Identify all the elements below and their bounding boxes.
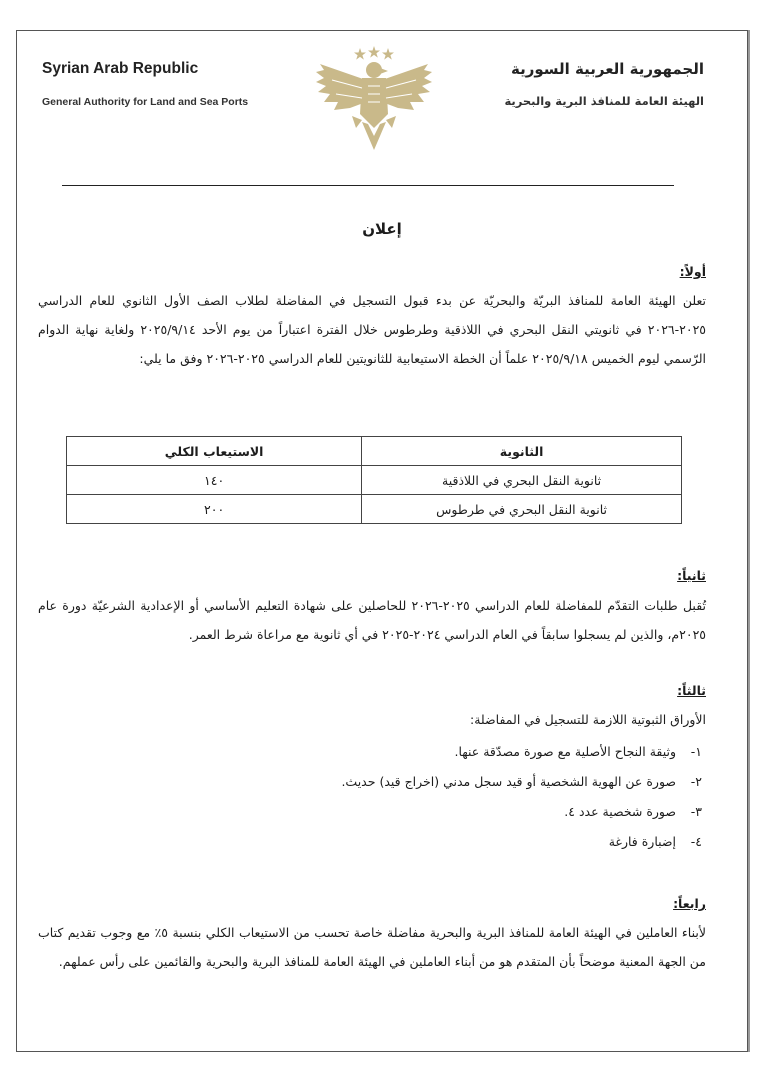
- list-item-number: ٣-: [690, 804, 702, 819]
- table-cell-capacity: ٢٠٠: [67, 495, 362, 524]
- list-item-text: صورة شخصية عدد ٤.: [564, 804, 677, 819]
- announcement-title: إعلان: [362, 220, 402, 238]
- list-item-number: ١-: [690, 744, 702, 759]
- section-3-intro: الأوراق الثبوتية اللازمة للتسجيل في المفاضلة:: [470, 712, 706, 727]
- list-item: [341, 774, 702, 789]
- section-1-text: تعلن الهيئة العامة للمنافذ البريّة والبحريّة عن بدء قبول التسجيل في المفاضلة لطلاب الصف الأول الثانوي للعام الدراسي ٢٠٢٥-٢٠٢٦ في ثانويتي النقل البحري في اللاذقية وطرطوس خلال الفترة اعتباراً من يوم الأحد ٢٠٢٥/٩/١٤ ولغاية نهاية الدوام الرّسمي ليوم الخميس ٢٠٢٥/٩/١٨ علماً أن الخطة الاستيعابية للثانويتين للعام الدراسي ٢٠٢٥-٢٠٢٦ وفق ما يلي:: [38, 293, 706, 366]
- section-3-heading: ثالثاً:: [677, 683, 706, 698]
- list-item-number: ٢-: [690, 774, 702, 789]
- table-cell-school: ثانوية النقل البحري في اللاذقية: [362, 466, 682, 495]
- list-item: [564, 804, 702, 819]
- table-header-row: [67, 437, 682, 466]
- section-1-heading: أولاً:: [679, 264, 706, 279]
- list-item: [609, 834, 702, 849]
- table-cell-capacity: ١٤٠: [67, 466, 362, 495]
- section-2-text: تُقبل طلبات التقدّم للمفاضلة للعام الدراسي ٢٠٢٥-٢٠٢٦ للحاصلين على شهادة التعليم الأساسي أو الإعدادية الشرعيّة دورة عام ٢٠٢٥م، والذين لم يسجلوا سابقاً في العام الدراسي ٢٠٢٤-٢٠٢٥ في أي ثانوية مع مراعاة شرط العمر.: [38, 598, 706, 642]
- table-cell-school: ثانوية النقل البحري في طرطوس: [362, 495, 682, 524]
- table-header-school: الثانوية: [362, 437, 682, 466]
- section-4-text: لأبناء العاملين في الهيئة العامة للمنافذ البرية والبحرية مفاضلة خاصة تحسب من الاستيعاب الكلي بنسبة ٥٪ مع وجوب تقديم كتاب من الجهة المعنية موضحاً بأن المتقدم هو من أبناء العاملين في الهيئة العامة للمنافذ البرية والبحرية والقائمين على رأس عملهم.: [38, 925, 706, 969]
- eagle-emblem-icon: [312, 44, 436, 156]
- section-4-heading: رابعاً:: [673, 896, 706, 911]
- header-english-subtitle: General Authority for Land and Sea Ports: [42, 96, 249, 108]
- page-border: [16, 30, 748, 1052]
- page-edge-shadow: [748, 30, 752, 1052]
- capacity-table: [66, 436, 682, 524]
- table-header-capacity: الاستيعاب الكلي: [67, 437, 362, 466]
- list-item-text: وثيقة النجاح الأصلية مع صورة مصدّقة عنها.: [454, 744, 677, 759]
- list-item: [454, 744, 702, 759]
- header-divider: [62, 185, 674, 186]
- table-row: [67, 466, 682, 495]
- header-arabic-subtitle: الهيئة العامة للمنافذ البرية والبحرية: [504, 94, 704, 108]
- section-2-heading: ثانياً:: [677, 568, 706, 583]
- list-item-text: إضبارة فارغة: [608, 834, 677, 849]
- list-item-number: ٤-: [690, 834, 702, 849]
- table-row: [67, 495, 682, 524]
- header-arabic-title: الجمهورية العربية السورية: [511, 60, 704, 78]
- list-item-text: صورة عن الهوية الشخصية أو قيد سجل مدني (اخراج قيد) حديث.: [341, 774, 677, 789]
- header-english-title: Syrian Arab Republic: [42, 60, 199, 77]
